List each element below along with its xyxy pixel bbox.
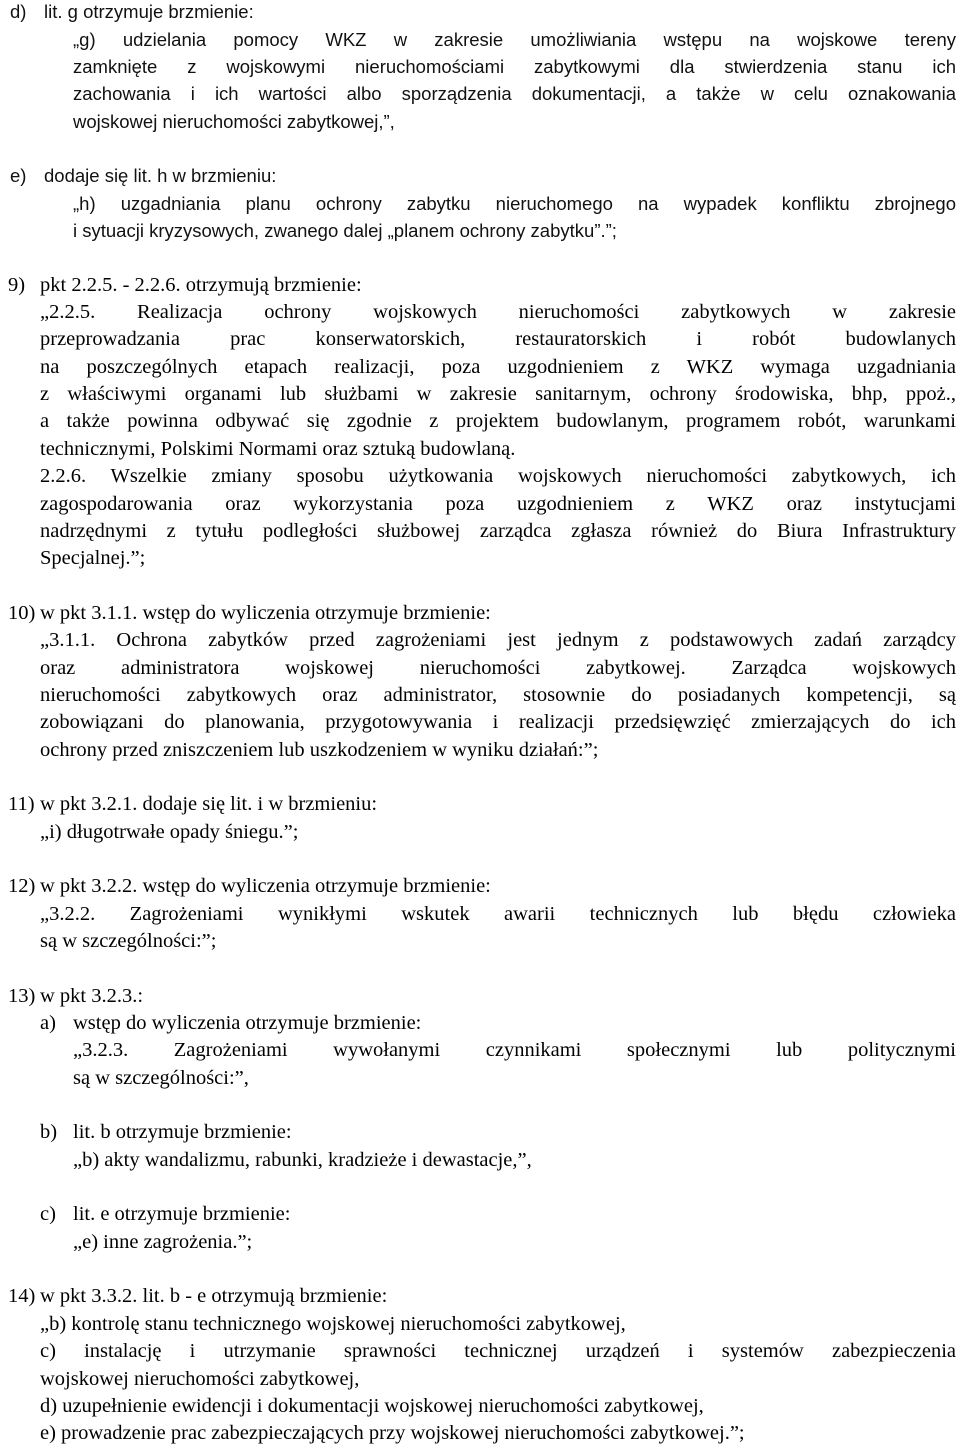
item-intro: w pkt 3.2.2. wstęp do wyliczenia otrzymuje brzmienie: (40, 875, 491, 898)
item-marker: 9) (8, 273, 26, 296)
quote-line: przeprowadzania prac konserwatorskich, restauratorskich i robót budowlanych (40, 328, 956, 351)
quote-line: „3.2.2. Zagrożeniami wynikłymi wskutek awarii technicznych lub błędu człowieka (40, 902, 956, 925)
quote-line: są w szczególności:”; (40, 930, 217, 952)
quote-line: technicznymi, Polskimi Normami oraz sztuką budowlaną. (40, 437, 516, 460)
amendment-item-11 (0, 791, 956, 818)
sub-item-intro: wstęp do wyliczenia otrzymuje brzmienie: (73, 1012, 422, 1035)
item-intro: w pkt 3.3.2. lit. b - e otrzymują brzmienie: (40, 1285, 388, 1308)
item-intro: lit. g otrzymuje brzmienie: (44, 1, 254, 23)
quote-line: ochrony przed zniszczeniem lub uszkodzeniem w wyniku działań:”; (40, 738, 599, 761)
spacer (0, 135, 956, 162)
item-marker: e) (10, 165, 27, 187)
quote-line: 2.2.6. Wszelkie zmiany sposobu użytkowania wojskowych nieruchomości zabytkowych, ich (40, 465, 956, 488)
amendment-item-12 (0, 873, 956, 900)
item-marker: 14) (8, 1285, 36, 1308)
amendment-item-10 (0, 600, 956, 627)
quote-line: i sytuacji kryzysowych, zwanego dalej „planem ochrony zabytku”.”; (73, 220, 617, 242)
amendment-item-d (0, 0, 956, 26)
quote-line: z właściwymi organami lub służbami w zakresie sanitarnym, ochrony środowiska, bhp, ppoż., (40, 383, 956, 406)
quote-line: są w szczególności:”, (73, 1066, 249, 1089)
spacer (0, 1174, 956, 1201)
item-marker: 12) (8, 875, 36, 898)
item-intro: pkt 2.2.5. - 2.2.6. otrzymują brzmienie: (40, 273, 362, 296)
item-marker: 11) (8, 793, 35, 816)
quote-line: „b) akty wandalizmu, rabunki, kradzieże i dewastacje,”, (73, 1148, 532, 1171)
quote-line: Specjalnej.”; (40, 547, 146, 570)
item-marker: 13) (8, 984, 36, 1007)
sub-item-marker: c) (40, 1203, 56, 1226)
quote-line: „g) udzielania pomocy WKZ w zakresie umożliwiania wstępu na wojskowe tereny (73, 28, 956, 50)
sub-item-intro: lit. e otrzymuje brzmienie: (73, 1203, 291, 1226)
quote-line: c) instalację i utrzymanie sprawności technicznej urządzeń i systemów zabezpieczenia (40, 1340, 956, 1363)
sub-item-c (0, 1201, 956, 1228)
spacer (0, 764, 956, 791)
spacer (0, 1092, 956, 1119)
item-intro: w pkt 3.1.1. wstęp do wyliczenia otrzymuje brzmienie: (40, 601, 491, 624)
item-marker: d) (10, 1, 27, 23)
quote-line: zamknięte z wojskowymi nieruchomościami zabytkowymi dla stwierdzenia stanu ich (73, 56, 956, 77)
sub-item-intro: lit. b otrzymuje brzmienie: (73, 1121, 292, 1144)
item-intro: w pkt 3.2.3.: (40, 984, 144, 1007)
quote-line: zachowania i ich wartości albo sporządzenia dokumentacji, a także w celu oznakowania (73, 83, 956, 105)
amendment-item-13 (0, 983, 956, 1010)
spacer (0, 846, 956, 873)
quote-line: zobowiązani do planowania, przygotowywania i realizacji przedsięwzięć zmierzających do ich (40, 711, 956, 734)
spacer (0, 244, 956, 271)
quote-line: „b) kontrolę stanu technicznego wojskowej nieruchomości zabytkowej, (40, 1312, 626, 1335)
item-intro: w pkt 3.2.1. dodaje się lit. i w brzmieniu: (40, 793, 378, 816)
quote-line: d) uzupełnienie ewidencji i dokumentacji wojskowej nieruchomości zabytkowej, (40, 1394, 704, 1417)
sub-item-marker: a) (40, 1012, 56, 1035)
spacer (0, 573, 956, 600)
sub-item-marker: b) (40, 1121, 58, 1144)
spacer (0, 1256, 956, 1283)
quote-line: a także powinna odbywać się zgodnie z projektem budowlanym, programem robót, warunkami (40, 410, 956, 433)
quote-line: zagospodarowania oraz wykorzystania poza uzgodnieniem z WKZ oraz instytucjami (40, 492, 956, 515)
sub-item-a (0, 1010, 956, 1037)
quote-line: nieruchomości zabytkowych oraz administrator, stosownie do posiadanych kompetencji, są (40, 683, 956, 706)
quote-line: nadrzędnymi z tytułu podległości służbowej zarządca zgłasza również do Biura Infrastruktury (40, 519, 956, 542)
sub-item-b (0, 1119, 956, 1146)
quote-line: na poszczególnych etapach realizacji, poza uzgodnieniem z WKZ wymaga uzgadniania (40, 355, 956, 378)
quote-line: wojskowej nieruchomości zabytkowej, (40, 1367, 360, 1390)
amendment-item-14 (0, 1283, 956, 1310)
amendment-item-e (0, 162, 956, 189)
quote-line: „2.2.5. Realizacja ochrony wojskowych nieruchomości zabytkowych w zakresie (40, 301, 956, 324)
quote-line: „h) uzgadniania planu ochrony zabytku nieruchomego na wypadek konfliktu zbrojnego (73, 192, 956, 214)
quote-line: „3.1.1. Ochrona zabytków przed zagrożeniami jest jednym z podstawowych zadań zarządcy (40, 629, 956, 652)
item-marker: 10) (8, 601, 36, 624)
spacer (0, 955, 956, 982)
quote-line: „i) długotrwałe opady śniegu.”; (40, 820, 299, 843)
quote-line: e) prowadzenie prac zabezpieczających przy wojskowej nieruchomości zabytkowej.”; (40, 1422, 745, 1445)
quote-line: „e) inne zagrożenia.”; (73, 1230, 253, 1253)
amendment-item-9 (0, 272, 956, 299)
quote-line: wojskowej nieruchomości zabytkowej,”, (73, 110, 395, 132)
item-intro: dodaje się lit. h w brzmieniu: (44, 165, 277, 187)
quote-line: „3.2.3. Zagrożeniami wywołanymi czynnikami społecznymi lub politycznymi (73, 1039, 956, 1062)
quote-line: oraz administratora wojskowej nieruchomości zabytkowej. Zarządca wojskowych (40, 656, 956, 679)
